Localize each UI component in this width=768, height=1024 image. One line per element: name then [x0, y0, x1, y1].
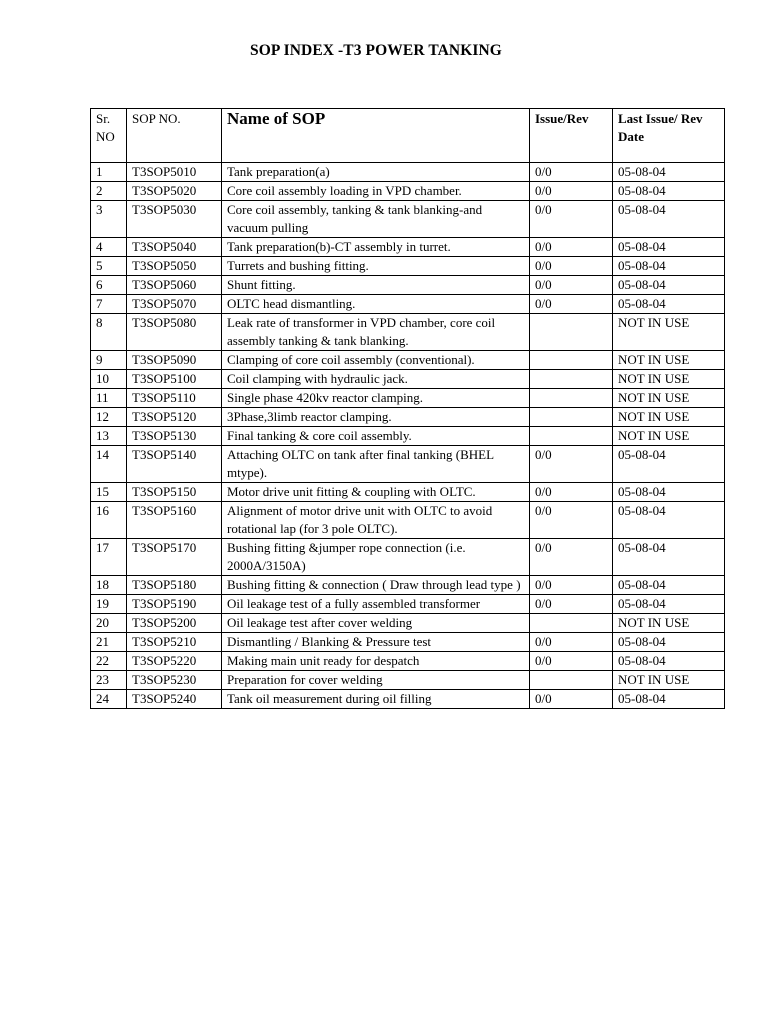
- cell-sop-no: T3SOP5080: [127, 314, 222, 351]
- cell-issue-rev: 0/0: [530, 295, 613, 314]
- cell-sop-no: T3SOP5060: [127, 276, 222, 295]
- cell-sr-no: 8: [91, 314, 127, 351]
- cell-sop-name: Tank preparation(b)-CT assembly in turret.: [222, 238, 530, 257]
- cell-last-issue-date: 05-08-04: [613, 633, 725, 652]
- table-row: [91, 257, 725, 276]
- cell-sop-no: T3SOP5090: [127, 351, 222, 370]
- cell-sr-no: 18: [91, 576, 127, 595]
- cell-issue-rev: [530, 351, 613, 370]
- header-last-issue-rev-date: Last Issue/ Rev Date: [613, 109, 725, 163]
- cell-last-issue-date: NOT IN USE: [613, 351, 725, 370]
- cell-last-issue-date: 05-08-04: [613, 652, 725, 671]
- table-row: [91, 408, 725, 427]
- cell-issue-rev: 0/0: [530, 483, 613, 502]
- cell-sop-no: T3SOP5220: [127, 652, 222, 671]
- table-row: [91, 351, 725, 370]
- table-row: [91, 389, 725, 408]
- cell-issue-rev: 0/0: [530, 690, 613, 709]
- cell-last-issue-date: 05-08-04: [613, 276, 725, 295]
- cell-sop-no: T3SOP5140: [127, 446, 222, 483]
- cell-sop-name: Coil clamping with hydraulic jack.: [222, 370, 530, 389]
- cell-last-issue-date: 05-08-04: [613, 483, 725, 502]
- cell-last-issue-date: 05-08-04: [613, 238, 725, 257]
- table-row: [91, 502, 725, 539]
- cell-sr-no: 7: [91, 295, 127, 314]
- table-row: [91, 276, 725, 295]
- cell-last-issue-date: NOT IN USE: [613, 389, 725, 408]
- cell-issue-rev: 0/0: [530, 633, 613, 652]
- cell-sop-name: Preparation for cover welding: [222, 671, 530, 690]
- cell-last-issue-date: 05-08-04: [613, 576, 725, 595]
- cell-issue-rev: 0/0: [530, 257, 613, 276]
- cell-sr-no: 13: [91, 427, 127, 446]
- cell-sop-name: Motor drive unit fitting & coupling with OLTC.: [222, 483, 530, 502]
- cell-issue-rev: [530, 614, 613, 633]
- table-row: [91, 633, 725, 652]
- cell-sr-no: 16: [91, 502, 127, 539]
- cell-sop-no: T3SOP5190: [127, 595, 222, 614]
- cell-last-issue-date: 05-08-04: [613, 595, 725, 614]
- cell-sop-name: Bushing fitting & connection ( Draw through lead type ): [222, 576, 530, 595]
- table-row: [91, 163, 725, 182]
- cell-issue-rev: [530, 389, 613, 408]
- cell-last-issue-date: NOT IN USE: [613, 314, 725, 351]
- table-header-row: [91, 109, 725, 163]
- cell-sop-no: T3SOP5110: [127, 389, 222, 408]
- cell-sr-no: 19: [91, 595, 127, 614]
- table-row: [91, 576, 725, 595]
- cell-issue-rev: 0/0: [530, 446, 613, 483]
- table-row: [91, 295, 725, 314]
- cell-sop-no: T3SOP5170: [127, 539, 222, 576]
- cell-sop-name: Tank oil measurement during oil filling: [222, 690, 530, 709]
- cell-sr-no: 2: [91, 182, 127, 201]
- cell-sop-name: Bushing fitting &jumper rope connection (i.e. 2000A/3150A): [222, 539, 530, 576]
- cell-last-issue-date: NOT IN USE: [613, 408, 725, 427]
- cell-sop-no: T3SOP5130: [127, 427, 222, 446]
- cell-issue-rev: [530, 408, 613, 427]
- sop-index-table: [90, 108, 725, 709]
- cell-sop-no: T3SOP5160: [127, 502, 222, 539]
- cell-sop-name: Oil leakage test of a fully assembled transformer: [222, 595, 530, 614]
- cell-issue-rev: [530, 370, 613, 389]
- table-row: [91, 539, 725, 576]
- cell-sop-no: T3SOP5120: [127, 408, 222, 427]
- cell-sop-name: 3Phase,3limb reactor clamping.: [222, 408, 530, 427]
- table-row: [91, 595, 725, 614]
- cell-last-issue-date: 05-08-04: [613, 201, 725, 238]
- cell-sr-no: 17: [91, 539, 127, 576]
- cell-sr-no: 5: [91, 257, 127, 276]
- cell-sop-name: Shunt fitting.: [222, 276, 530, 295]
- cell-sop-name: Final tanking & core coil assembly.: [222, 427, 530, 446]
- cell-sr-no: 12: [91, 408, 127, 427]
- cell-sop-no: T3SOP5010: [127, 163, 222, 182]
- cell-sop-no: T3SOP5230: [127, 671, 222, 690]
- cell-sop-name: Single phase 420kv reactor clamping.: [222, 389, 530, 408]
- cell-sr-no: 20: [91, 614, 127, 633]
- cell-sop-name: Tank preparation(a): [222, 163, 530, 182]
- cell-issue-rev: 0/0: [530, 539, 613, 576]
- cell-sr-no: 11: [91, 389, 127, 408]
- cell-last-issue-date: NOT IN USE: [613, 427, 725, 446]
- cell-last-issue-date: NOT IN USE: [613, 614, 725, 633]
- table-row: [91, 201, 725, 238]
- cell-last-issue-date: 05-08-04: [613, 502, 725, 539]
- cell-sr-no: 23: [91, 671, 127, 690]
- cell-issue-rev: [530, 671, 613, 690]
- cell-last-issue-date: 05-08-04: [613, 163, 725, 182]
- cell-sop-no: T3SOP5100: [127, 370, 222, 389]
- cell-sop-name: Attaching OLTC on tank after final tanking (BHEL mtype).: [222, 446, 530, 483]
- cell-sop-name: Alignment of motor drive unit with OLTC to avoid rotational lap (for 3 pole OLTC).: [222, 502, 530, 539]
- cell-sop-name: Turrets and bushing fitting.: [222, 257, 530, 276]
- cell-sr-no: 9: [91, 351, 127, 370]
- header-sr-no: Sr. NO: [91, 109, 127, 163]
- cell-sop-name: Core coil assembly loading in VPD chamber.: [222, 182, 530, 201]
- table-row: [91, 427, 725, 446]
- cell-sr-no: 14: [91, 446, 127, 483]
- table-row: [91, 370, 725, 389]
- cell-sop-name: Clamping of core coil assembly (conventional).: [222, 351, 530, 370]
- table-row: [91, 671, 725, 690]
- cell-sr-no: 22: [91, 652, 127, 671]
- cell-sop-no: T3SOP5040: [127, 238, 222, 257]
- table-row: [91, 614, 725, 633]
- cell-sr-no: 10: [91, 370, 127, 389]
- cell-sop-no: T3SOP5050: [127, 257, 222, 276]
- cell-sop-no: T3SOP5240: [127, 690, 222, 709]
- cell-sop-name: Leak rate of transformer in VPD chamber, core coil assembly tanking & tank blanking.: [222, 314, 530, 351]
- table-row: [91, 314, 725, 351]
- header-name-of-sop: Name of SOP: [222, 109, 530, 163]
- table-row: [91, 652, 725, 671]
- table-body: [91, 163, 725, 709]
- cell-sop-no: T3SOP5180: [127, 576, 222, 595]
- cell-last-issue-date: 05-08-04: [613, 257, 725, 276]
- header-sop-no: SOP NO.: [127, 109, 222, 163]
- cell-issue-rev: [530, 314, 613, 351]
- cell-issue-rev: [530, 427, 613, 446]
- cell-sop-name: Core coil assembly, tanking & tank blanking-and vacuum pulling: [222, 201, 530, 238]
- page-title: SOP INDEX -T3 POWER TANKING: [250, 42, 502, 59]
- table-row: [91, 238, 725, 257]
- cell-issue-rev: 0/0: [530, 163, 613, 182]
- cell-sop-name: Oil leakage test after cover welding: [222, 614, 530, 633]
- table-row: [91, 483, 725, 502]
- cell-sop-name: Dismantling / Blanking & Pressure test: [222, 633, 530, 652]
- cell-sr-no: 24: [91, 690, 127, 709]
- cell-last-issue-date: NOT IN USE: [613, 671, 725, 690]
- cell-sr-no: 15: [91, 483, 127, 502]
- cell-issue-rev: 0/0: [530, 182, 613, 201]
- cell-issue-rev: 0/0: [530, 652, 613, 671]
- cell-sop-no: T3SOP5030: [127, 201, 222, 238]
- cell-sop-no: T3SOP5150: [127, 483, 222, 502]
- cell-last-issue-date: NOT IN USE: [613, 370, 725, 389]
- cell-issue-rev: 0/0: [530, 502, 613, 539]
- cell-issue-rev: 0/0: [530, 576, 613, 595]
- cell-issue-rev: 0/0: [530, 201, 613, 238]
- cell-last-issue-date: 05-08-04: [613, 446, 725, 483]
- cell-sr-no: 6: [91, 276, 127, 295]
- cell-last-issue-date: 05-08-04: [613, 295, 725, 314]
- cell-sr-no: 21: [91, 633, 127, 652]
- cell-last-issue-date: 05-08-04: [613, 539, 725, 576]
- cell-sr-no: 3: [91, 201, 127, 238]
- cell-sop-name: OLTC head dismantling.: [222, 295, 530, 314]
- cell-issue-rev: 0/0: [530, 276, 613, 295]
- cell-sop-name: Making main unit ready for despatch: [222, 652, 530, 671]
- cell-last-issue-date: 05-08-04: [613, 182, 725, 201]
- table-row: [91, 446, 725, 483]
- cell-sop-no: T3SOP5070: [127, 295, 222, 314]
- cell-sop-no: T3SOP5020: [127, 182, 222, 201]
- cell-sr-no: 4: [91, 238, 127, 257]
- cell-sop-no: T3SOP5210: [127, 633, 222, 652]
- table-row: [91, 182, 725, 201]
- cell-issue-rev: 0/0: [530, 595, 613, 614]
- header-issue-rev: Issue/Rev: [530, 109, 613, 163]
- table-row: [91, 690, 725, 709]
- cell-last-issue-date: 05-08-04: [613, 690, 725, 709]
- cell-sr-no: 1: [91, 163, 127, 182]
- cell-sop-no: T3SOP5200: [127, 614, 222, 633]
- cell-issue-rev: 0/0: [530, 238, 613, 257]
